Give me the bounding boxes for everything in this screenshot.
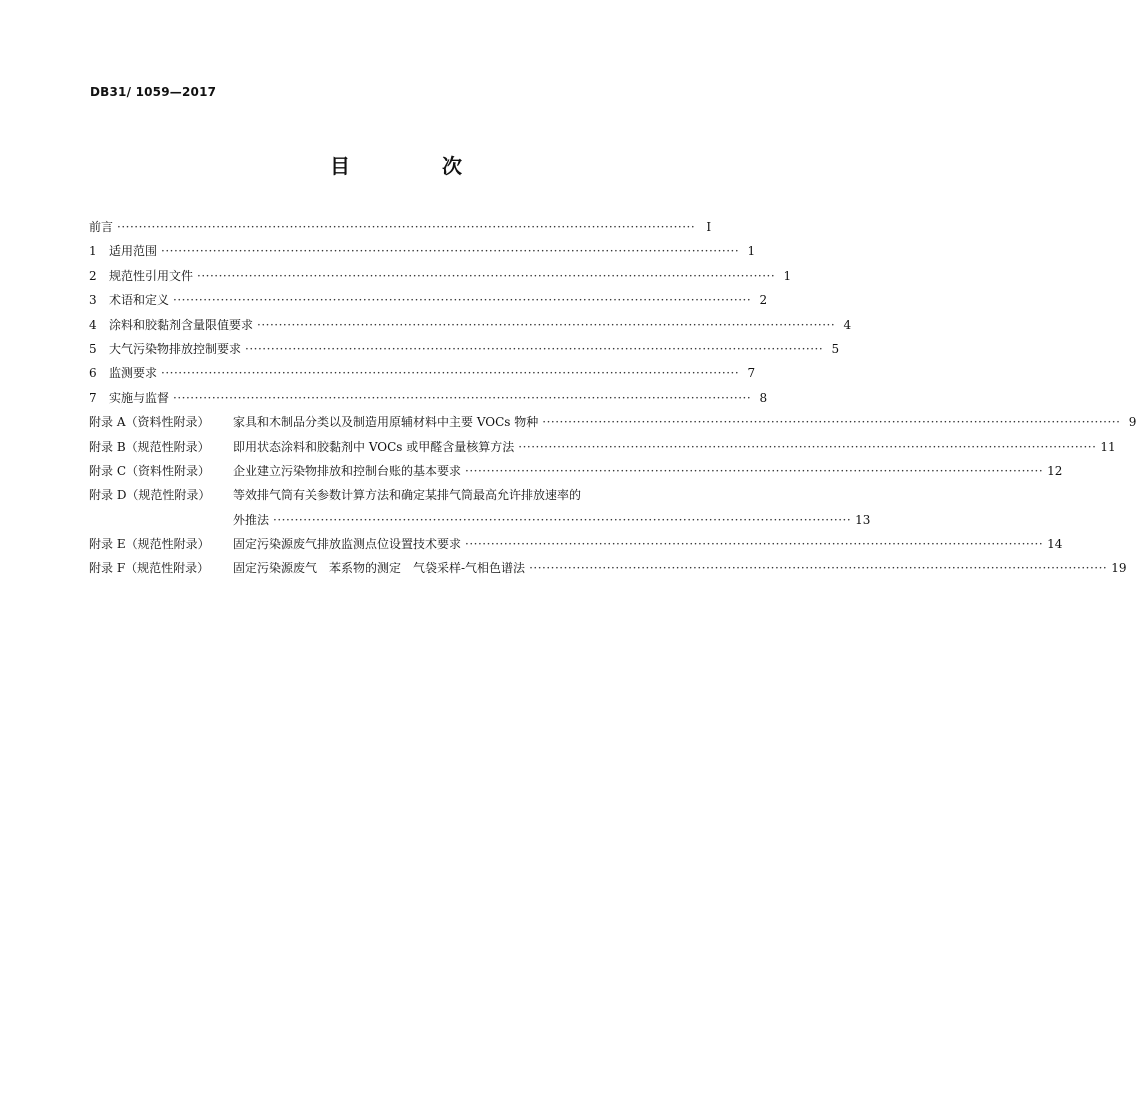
dot-leader: ······································································································································: [197, 268, 776, 283]
toc-page-number: 1: [783, 268, 792, 283]
toc-page-number: 12: [1047, 463, 1063, 478]
toc-entry[interactable]: [89, 361, 756, 385]
dot-leader: ······································································································································: [117, 220, 696, 234]
toc-entry-appendix[interactable]: [89, 435, 1116, 459]
table-of-contents: [89, 215, 1136, 581]
dot-leader: ······································································································································: [173, 390, 752, 405]
dot-leader: ······································································································································: [161, 366, 740, 381]
toc-entry-label: 2 规范性引用文件: [89, 268, 194, 283]
toc-page-number: 7: [747, 366, 756, 381]
toc-entry-label: 5 大气污染物排放控制要求: [89, 341, 242, 356]
dot-leader: ······································································································································: [173, 293, 752, 308]
toc-page-number: 2: [759, 293, 768, 308]
document-code: DB31/ 1059—2017: [90, 85, 217, 99]
dot-leader: ······································································································································: [273, 512, 852, 527]
toc-page-number: 9: [1128, 415, 1136, 430]
dot-leader: ······································································································································: [245, 341, 824, 356]
toc-entry-label: 附录 B（规范性附录） 即用状态涂料和胶黏剂中 VOCs 或甲醛含量核算方法: [89, 439, 515, 454]
toc-entry-label: 7 实施与监督: [89, 390, 170, 405]
toc-entry-label: 4 涂料和胶黏剂含量限值要求: [89, 317, 254, 332]
toc-entry[interactable]: [89, 264, 792, 288]
toc-entry-label: 附录 C（资料性附录） 企业建立污染物排放和控制台账的基本要求: [89, 463, 462, 478]
toc-entry-label: 附录 E（规范性附录） 固定污染源废气排放监测点位设置技术要求: [89, 537, 462, 552]
toc-entry-appendix[interactable]: [89, 556, 1127, 580]
toc-entry-label: 3 术语和定义: [89, 293, 170, 308]
toc-entry[interactable]: [89, 313, 852, 337]
toc-entry-label: 前言: [89, 220, 114, 234]
toc-entry-label: 附录 A（资料性附录） 家具和木制品分类以及制造用原辅材料中主要 VOCs 物种: [89, 415, 539, 430]
toc-page-number: 13: [855, 512, 871, 527]
toc-entry-appendix[interactable]: [89, 483, 702, 507]
toc-page-number: 4: [843, 317, 852, 332]
toc-page-number: 8: [759, 390, 768, 405]
dot-leader: ······································································································································: [542, 415, 1121, 430]
toc-page-number: 1: [747, 244, 756, 259]
toc-entry[interactable]: [89, 215, 712, 239]
toc-entry-appendix[interactable]: [89, 410, 1136, 434]
toc-entry-label: 附录 F（规范性附录） 固定污染源废气 苯系物的测定 气袋采样-气相色谱法: [89, 561, 526, 576]
dot-leader: ······································································································································: [257, 317, 836, 332]
toc-entry[interactable]: [89, 239, 756, 263]
toc-entry[interactable]: [89, 288, 768, 312]
dot-leader: ······································································································································: [529, 561, 1108, 576]
toc-entry-label: 6 监测要求: [89, 366, 158, 381]
dot-leader: ······································································································································: [465, 537, 1044, 552]
toc-page-number: 5: [831, 341, 840, 356]
toc-page-number: Ⅰ: [706, 220, 712, 234]
toc-page-number: 19: [1111, 561, 1127, 576]
toc-entry-appendix[interactable]: [89, 532, 1063, 556]
dot-leader: ······································································································································: [465, 463, 1044, 478]
toc-entry-label: 附录 D（规范性附录） 等效排气筒有关参数计算方法和确定某排气筒最高允许排放速率的: [89, 488, 582, 503]
toc-title: 目 次: [330, 154, 498, 178]
toc-entry-continuation[interactable]: [89, 508, 871, 532]
dot-leader: ······································································································································: [161, 244, 740, 259]
toc-page-number: 11: [1100, 439, 1116, 454]
dot-leader: ······································································································································: [518, 439, 1097, 454]
toc-entry[interactable]: [89, 337, 840, 361]
toc-entry-label: 外推法: [233, 512, 270, 527]
toc-page-number: 14: [1047, 537, 1063, 552]
toc-entry[interactable]: [89, 386, 768, 410]
toc-entry-label: 1 适用范围: [89, 244, 158, 259]
toc-entry-appendix[interactable]: [89, 459, 1063, 483]
